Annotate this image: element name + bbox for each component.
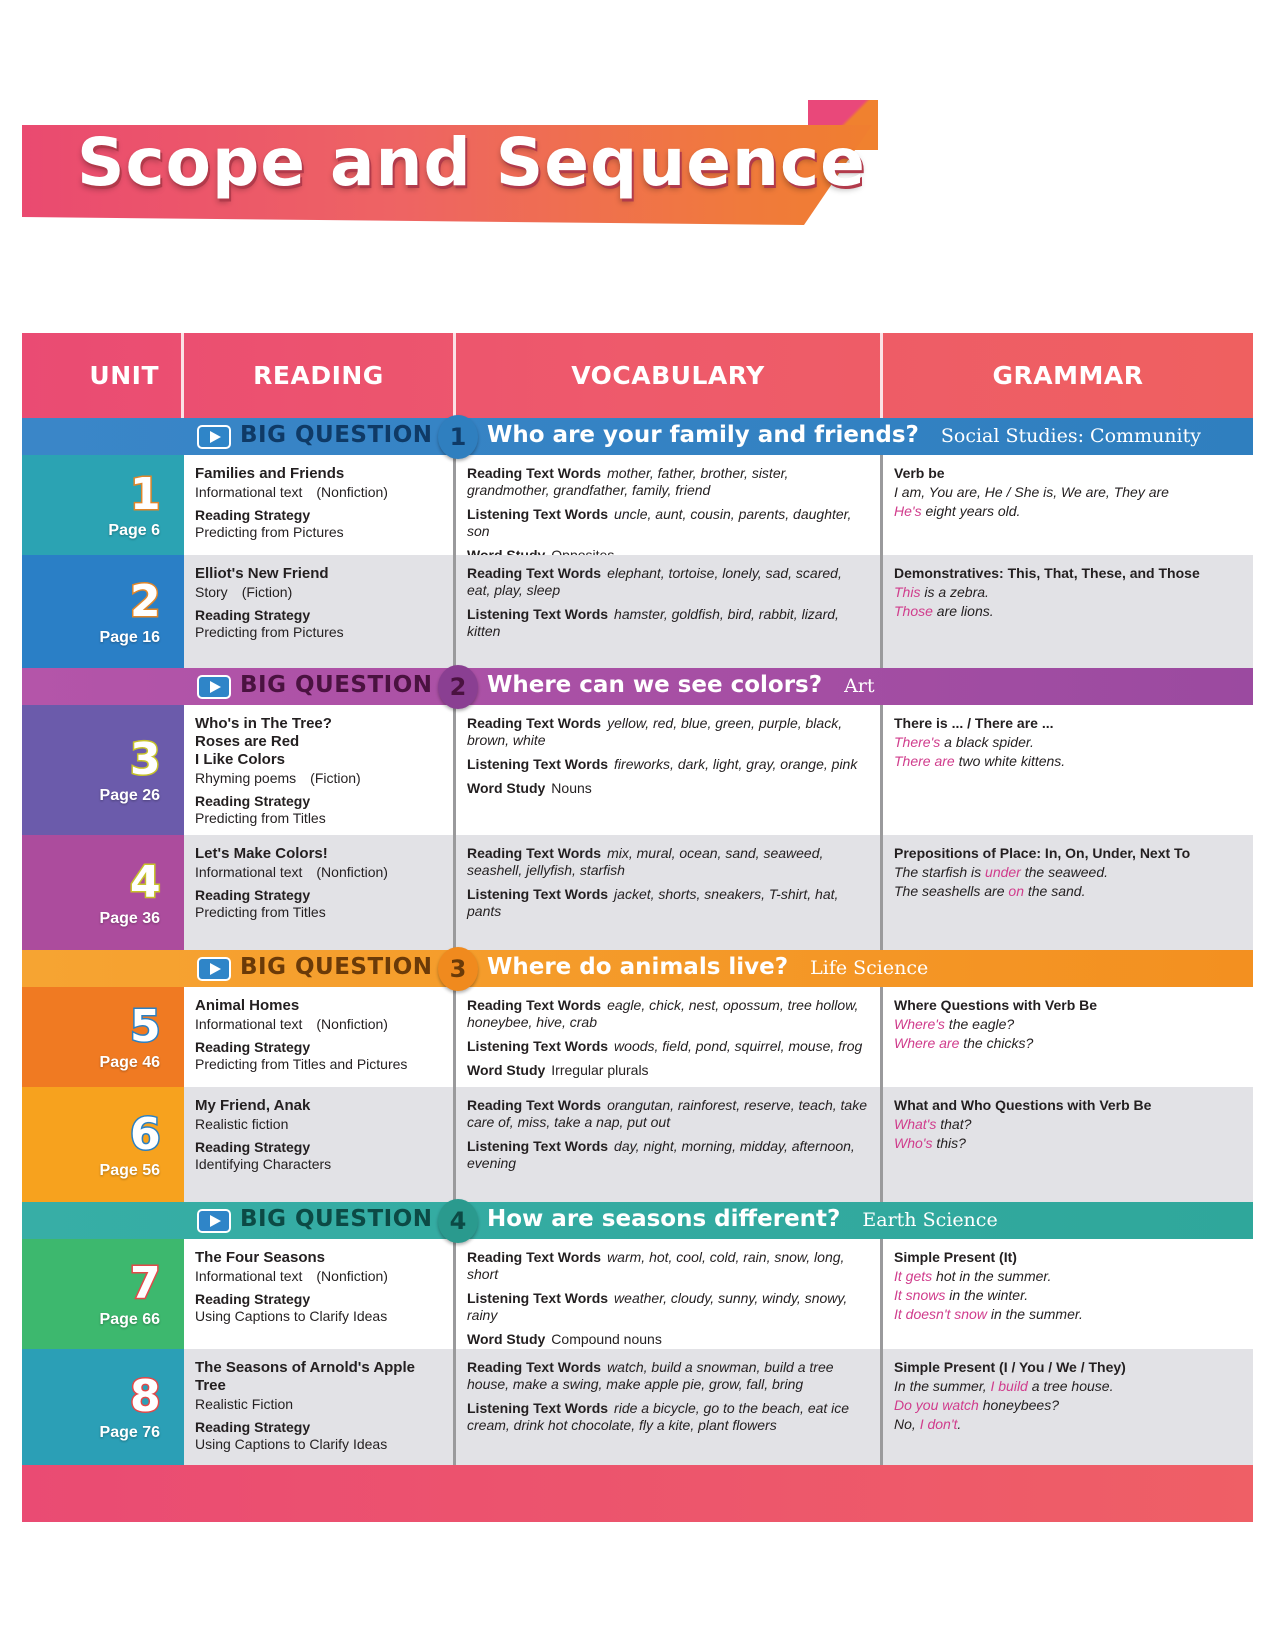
reading-strategy-label: Reading Strategy [195,1039,311,1055]
unit-page-link[interactable]: Page 56 [99,1161,160,1179]
grammar-title: Demonstratives: This, That, These, and Those [894,565,1200,581]
unit-row-5 [22,987,1253,1087]
reading-genre [195,1268,442,1285]
grammar-example [894,1268,1242,1285]
unit-number: 7 [130,1258,161,1309]
grammar-example [894,484,1242,501]
grammar-highlight: I build [990,1378,1028,1394]
grammar-example-rest: that? [936,1116,972,1132]
reading-genre [195,1016,442,1033]
vocabulary-line [467,1359,869,1393]
grammar-cell [883,455,1253,555]
vocabulary-cell [456,987,883,1087]
play-video-icon[interactable] [197,1209,231,1233]
big-question-text [487,1206,998,1232]
vocabulary-line [467,565,869,599]
grammar-highlight: What's [894,1116,937,1132]
grammar-title: Where Questions with Verb Be [894,997,1098,1013]
big-question-label: BIG QUESTION [240,1206,433,1232]
reading-genre [195,1396,442,1413]
big-question-bar-4 [22,1202,1253,1239]
header-grammar: GRAMMAR [992,361,1144,390]
vocabulary-label: Reading Text Words [467,845,602,861]
reading-title: Families and Friends [195,465,345,482]
vocabulary-words: Nouns [551,780,592,796]
grammar-highlight: Those [894,603,933,619]
reading-strategy: Using Captions to Clarify Ideas [195,1308,388,1324]
vocabulary-words: hamster, goldfish, bird, rabbit, lizard, kitten [467,606,839,639]
vocabulary-words: mix, mural, ocean, sand, seaweed, seashell, jellyfish, starfish [467,845,824,878]
vocabulary-words: fireworks, dark, light, gray, orange, pink [614,756,858,772]
big-question-label: BIG QUESTION [240,672,433,698]
vocabulary-line [467,1290,869,1324]
big-question-label: BIG QUESTION [240,422,433,448]
genre-type: (Fiction) [310,770,361,786]
grammar-example-rest: eight years old. [921,503,1021,519]
vocabulary-line [467,506,869,540]
vocabulary-label: Listening Text Words [467,1038,609,1054]
genre-text: Realistic Fiction [195,1396,294,1412]
genre-type: (Nonfiction) [316,1268,388,1284]
vocabulary-words: Compound nouns [551,1331,662,1347]
vocabulary-line [467,886,869,920]
big-question-subject: Social Studies: Community [940,425,1201,447]
vocabulary-label: Reading Text Words [467,1097,602,1113]
vocabulary-cell [456,1349,883,1465]
vocabulary-label: Word Study [467,780,546,796]
reading-title: The Seasons of Arnold's Apple Tree [195,1359,415,1394]
grammar-cell [883,705,1253,835]
genre-text: Informational text [195,1268,303,1284]
grammar-cell [883,1239,1253,1349]
unit-page-link[interactable]: Page 46 [99,1054,160,1071]
grammar-highlight: I don't [919,1416,958,1432]
big-question-question: Where can we see colors? [487,672,823,698]
title-banner [22,100,882,230]
vocabulary-cell [456,555,883,668]
reading-strategy: Using Captions to Clarify Ideas [195,1436,388,1452]
reading-title: My Friend, Anak [195,1097,311,1114]
grammar-example-rest: . [957,1416,962,1432]
vocabulary-label: Listening Text Words [467,886,609,902]
reading-title: The Four Seasons [195,1249,326,1266]
vocabulary-words: elephant, tortoise, lonely, sad, scared, eat, play, sleep [467,565,842,598]
unit-row-1 [22,455,1253,555]
vocabulary-label: Reading Text Words [467,1249,602,1265]
reading-strategy-label: Reading Strategy [195,507,311,523]
unit-row-7 [22,1239,1253,1349]
vocabulary-label: Listening Text Words [467,1138,609,1154]
reading-title: Who's in The Tree? [195,715,332,732]
vocabulary-label: Listening Text Words [467,1290,609,1306]
table-body [22,418,1253,1465]
vocabulary-label: Listening Text Words [467,1400,609,1416]
vocabulary-label: Listening Text Words [467,606,609,622]
reading-strategy: Predicting from Pictures [195,624,344,640]
grammar-example [894,1306,1242,1323]
grammar-example [894,584,1242,601]
unit-page-link[interactable]: Page 66 [99,1311,160,1328]
vocabulary-label: Reading Text Words [467,565,602,581]
reading-title: Roses are Red [195,733,300,750]
vocabulary-line [467,715,869,749]
header-unit: UNIT [22,333,184,418]
big-question-text [487,672,875,698]
grammar-example-rest: the seaweed. [1020,864,1109,880]
grammar-example-rest: in the summer. [986,1306,1083,1322]
big-question-question: How are seasons different? [487,1206,841,1232]
reading-genre [195,1116,442,1133]
scope-sequence-table [22,333,1253,1522]
genre-text: Rhyming poems [195,770,297,786]
grammar-title: Prepositions of Place: In, On, Under, Next To [894,845,1191,861]
genre-type: (Fiction) [241,584,293,600]
vocabulary-line [467,756,869,773]
reading-strategy: Predicting from Titles [195,904,326,920]
big-question-bar-1 [22,418,1253,455]
grammar-highlight: Do you watch [894,1397,979,1413]
reading-cell [184,705,456,835]
vocabulary-cell [456,455,883,555]
reading-cell [184,555,456,668]
vocabulary-words: watch, build a snowman, build a tree house, make a swing, make apple pie, grow, fall, bring [467,1359,834,1392]
grammar-cell [883,987,1253,1087]
unit-cell [22,835,184,950]
vocabulary-words: uncle, aunt, cousin, parents, daughter, son [467,506,852,539]
big-question-number-badge: 1 [438,415,478,459]
grammar-example-rest: honeybees? [978,1397,1060,1413]
vocabulary-line [467,1097,869,1131]
grammar-highlight: There's [894,734,941,750]
vocabulary-label: Reading Text Words [467,715,602,731]
grammar-example-rest: in the winter. [945,1287,1029,1303]
unit-number: 4 [130,856,161,908]
grammar-example-rest: two white kittens. [954,753,1066,769]
grammar-example [894,864,1242,881]
unit-number: 6 [130,1108,161,1160]
vocabulary-line [467,1249,869,1283]
genre-type: (Nonfiction) [316,484,388,500]
vocabulary-cell [456,835,883,950]
grammar-title: What and Who Questions with Verb Be [894,1097,1152,1113]
grammar-title: Simple Present (It) [894,1249,1017,1265]
vocabulary-line [467,606,869,640]
reading-cell [184,987,456,1087]
reading-cell [184,1349,456,1465]
grammar-example-rest: the sand. [1023,883,1086,899]
grammar-example [894,503,1242,520]
vocabulary-words: ride a bicycle, go to the beach, eat ice cream, drink hot chocolate, fly a kite, plant flowers [467,1400,850,1433]
reading-strategy: Predicting from Pictures [195,524,344,540]
genre-type: (Nonfiction) [316,1016,388,1032]
grammar-example-rest: I am, You are, He / She is, We are, They are [894,484,1169,500]
reading-title: Let's Make Colors! [195,845,328,862]
grammar-example [894,1035,1242,1052]
grammar-example [894,1397,1242,1414]
genre-text: Informational text [195,864,303,880]
vocabulary-line [467,1138,869,1172]
grammar-example-rest: a tree house. [1027,1378,1114,1394]
reading-strategy-label: Reading Strategy [195,793,311,809]
big-question-text [487,422,1201,448]
vocabulary-label: Reading Text Words [467,997,602,1013]
unit-cell [22,987,184,1087]
grammar-example-rest: are lions. [932,603,994,619]
grammar-example-prefix: No, [894,1416,920,1432]
unit-cell [22,1087,184,1202]
vocabulary-line [467,1038,869,1055]
vocabulary-words: day, night, morning, midday, afternoon, evening [467,1138,855,1171]
vocabulary-words: Irregular plurals [551,1062,649,1078]
big-question-question: Who are your family and friends? [487,422,919,448]
header-reading: READING [184,333,456,418]
grammar-cell [883,555,1253,668]
grammar-example-prefix: The seashells are [894,883,1009,899]
reading-genre [195,864,442,881]
big-question-label: BIG QUESTION [240,954,433,980]
grammar-example [894,734,1242,751]
grammar-highlight: It snows [894,1287,946,1303]
unit-page-link[interactable]: Page 6 [108,522,160,539]
grammar-cell [883,1087,1253,1202]
grammar-cell [883,1349,1253,1465]
play-video-icon[interactable] [197,425,231,449]
unit-number: 2 [130,575,161,627]
grammar-title: There is ... / There are ... [894,715,1054,731]
unit-cell [22,705,184,835]
vocabulary-words: yellow, red, blue, green, purple, black, brown, white [467,715,843,748]
vocabulary-cell [456,1087,883,1202]
grammar-title: Verb be [894,465,945,481]
vocabulary-words: weather, cloudy, sunny, windy, snowy, rainy [467,1290,848,1323]
reading-cell [184,455,456,555]
big-question-bar-3 [22,950,1253,987]
vocabulary-line [467,1331,869,1348]
grammar-highlight: It doesn't snow [894,1306,987,1322]
play-video-icon[interactable] [197,675,231,699]
genre-text: Informational text [195,484,303,500]
big-question-subject: Art [844,675,875,697]
grammar-example-prefix: In the summer, [894,1378,991,1394]
reading-strategy-label: Reading Strategy [195,1291,311,1307]
grammar-highlight: This [894,584,921,600]
unit-page-link[interactable]: Page 16 [99,628,160,646]
unit-row-8 [22,1349,1253,1465]
grammar-example [894,1135,1242,1152]
vocabulary-words: woods, field, pond, squirrel, mouse, frog [614,1038,863,1054]
big-question-text [487,954,928,980]
big-question-bar-2 [22,668,1253,705]
genre-text: Story [195,584,228,600]
grammar-example-prefix: The starfish is [894,864,986,880]
unit-page-link[interactable]: Page 36 [99,909,160,927]
big-question-subject: Life Science [810,957,929,979]
vocabulary-line [467,845,869,879]
reading-title: Elliot's New Friend [195,565,329,582]
grammar-highlight: There are [894,753,955,769]
reading-title: I Like Colors [195,751,286,768]
reading-genre [195,584,442,601]
reading-genre [195,770,442,787]
grammar-highlight: He's [894,503,922,519]
vocabulary-line [467,465,869,499]
big-question-question: Where do animals live? [487,954,789,980]
big-question-number-badge: 4 [438,1199,478,1243]
vocabulary-line [467,1062,869,1079]
big-question-number-badge: 3 [438,947,478,991]
unit-cell [22,1349,184,1465]
vocabulary-words: mother, father, brother, sister, grandmother, grandfather, family, friend [467,465,789,498]
reading-strategy: Predicting from Titles [195,810,326,826]
reading-strategy: Identifying Characters [195,1156,332,1172]
grammar-title: Simple Present (I / You / We / They) [894,1359,1126,1375]
grammar-example [894,1116,1242,1133]
play-video-icon[interactable] [197,957,231,981]
grammar-highlight: Where's [894,1016,945,1032]
grammar-example-rest: the eagle? [944,1016,1015,1032]
big-question-number-badge: 2 [438,665,478,709]
grammar-highlight: Where are [894,1035,960,1051]
reading-cell [184,1239,456,1349]
vocabulary-label: Listening Text Words [467,506,609,522]
grammar-example [894,753,1242,770]
vocabulary-label: Word Study [467,1331,546,1347]
vocabulary-words: jacket, shorts, sneakers, T-shirt, hat, pants [467,886,839,919]
grammar-example-rest: this? [932,1135,966,1151]
reading-strategy-label: Reading Strategy [195,887,311,903]
unit-page-link[interactable]: Page 26 [99,787,160,804]
grammar-example [894,1416,1242,1433]
vocabulary-label: Word Study [467,1062,546,1078]
footer-bar [22,1465,1253,1522]
vocabulary-words: orangutan, rainforest, reserve, teach, take care of, miss, take a nap, put out [467,1097,867,1130]
vocabulary-cell [456,1239,883,1349]
vocabulary-label: Listening Text Words [467,756,609,772]
unit-number: 5 [130,1001,161,1052]
reading-title: Animal Homes [195,997,300,1014]
reading-strategy: Predicting from Titles and Pictures [195,1056,408,1072]
reading-strategy-label: Reading Strategy [195,1139,311,1155]
grammar-example [894,1378,1242,1395]
grammar-example [894,1016,1242,1033]
page-title: Scope and Sequence [77,124,866,201]
genre-type: (Nonfiction) [316,864,388,880]
vocabulary-line [467,1400,869,1434]
unit-row-6 [22,1087,1253,1202]
vocabulary-line [467,780,869,797]
big-question-subject: Earth Science [862,1209,998,1231]
reading-strategy-label: Reading Strategy [195,607,311,623]
unit-cell [22,455,184,555]
genre-text: Realistic fiction [195,1116,289,1132]
grammar-highlight: on [1008,883,1024,899]
grammar-highlight: under [985,864,1021,880]
vocabulary-cell [456,705,883,835]
table-header-row [22,333,1253,418]
grammar-example-rest: hot in the summer. [932,1268,1052,1284]
unit-row-4 [22,835,1253,950]
vocabulary-words: warm, hot, cool, cold, rain, snow, long, short [467,1249,845,1282]
grammar-example [894,603,1242,620]
grammar-example [894,1287,1242,1304]
reading-strategy-label: Reading Strategy [195,1419,311,1435]
unit-cell [22,555,184,668]
grammar-highlight: It gets [894,1268,933,1284]
grammar-example-rest: is a zebra. [920,584,989,600]
unit-number: 1 [130,469,161,520]
unit-row-3 [22,705,1253,835]
unit-number: 3 [130,734,161,785]
vocabulary-label: Reading Text Words [467,465,602,481]
unit-row-2 [22,555,1253,668]
vocabulary-label: Reading Text Words [467,1359,602,1375]
genre-text: Informational text [195,1016,303,1032]
vocabulary-words: eagle, chick, nest, opossum, tree hollow, honeybee, hive, crab [467,997,859,1030]
grammar-cell [883,835,1253,950]
reading-genre [195,484,442,501]
grammar-example [894,883,1242,900]
unit-page-link[interactable]: Page 76 [99,1424,160,1441]
reading-cell [184,835,456,950]
grammar-example-rest: a black spider. [940,734,1034,750]
grammar-example-rest: the chicks? [959,1035,1034,1051]
unit-number: 8 [130,1371,161,1422]
vocabulary-line [467,997,869,1031]
reading-cell [184,1087,456,1202]
grammar-highlight: Who's [894,1135,933,1151]
header-vocabulary: VOCABULARY [456,333,883,418]
unit-cell [22,1239,184,1349]
